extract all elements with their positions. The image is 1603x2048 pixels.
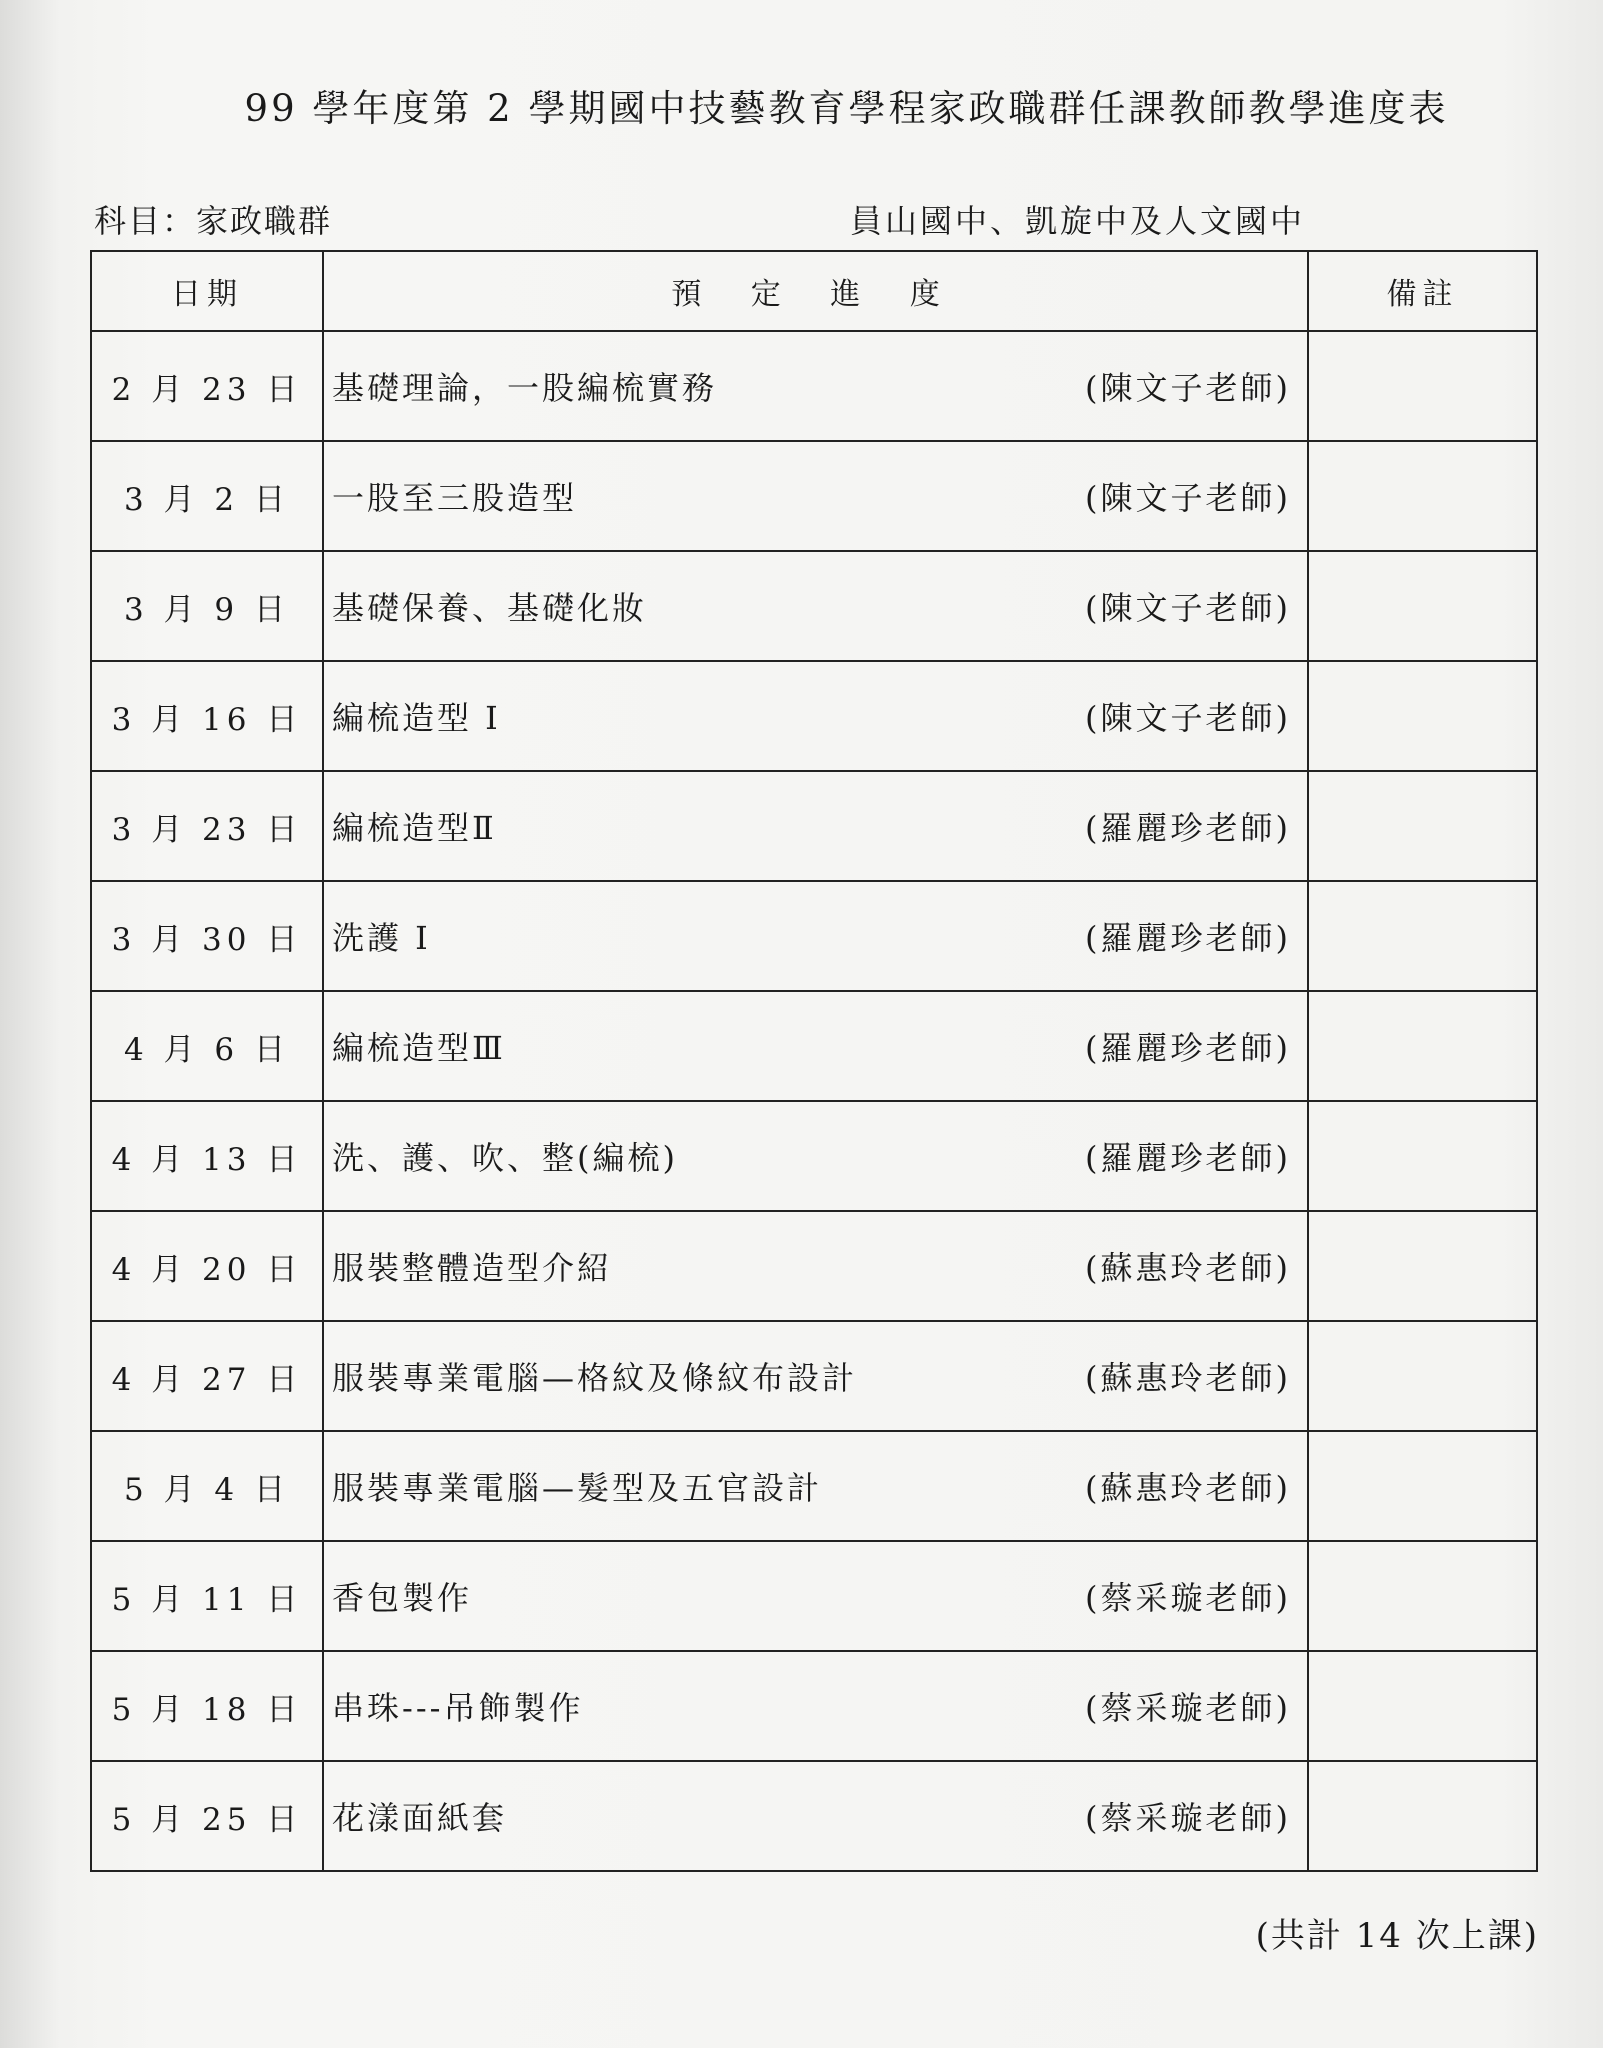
note-cell [1308, 1431, 1537, 1541]
total-sessions: (共計 14 次上課) [1255, 1916, 1539, 1956]
note-cell [1308, 1541, 1537, 1651]
note-cell [1308, 1761, 1537, 1871]
topic-text: 編梳造型Ⅱ [332, 809, 497, 847]
table-row [91, 1101, 1537, 1211]
table-row [91, 1211, 1537, 1321]
note-cell [1308, 661, 1537, 771]
note-cell [1308, 1101, 1537, 1211]
progress-cell [323, 551, 1308, 661]
teacher-name: (蘇惠玲老師) [1085, 1359, 1291, 1397]
progress-cell [323, 1101, 1308, 1211]
note-cell [1308, 991, 1537, 1101]
schools-label: 員山國中、凱旋中及人文國中 [850, 202, 1306, 240]
topic-text: 基礎理論，一股編梳實務 [332, 369, 718, 407]
progress-cell [323, 1211, 1308, 1321]
date-cell: 3 月 23 日 [91, 771, 323, 881]
table-row [91, 1321, 1537, 1431]
header-progress: 預 定 進 度 [323, 251, 1308, 331]
table-row [91, 1431, 1537, 1541]
schedule-body [91, 331, 1537, 1871]
header-date: 日期 [91, 251, 323, 331]
progress-cell [323, 991, 1308, 1101]
table-row [91, 991, 1537, 1101]
date-cell: 3 月 16 日 [91, 661, 323, 771]
teacher-name: (陳文子老師) [1085, 479, 1291, 517]
progress-cell [323, 661, 1308, 771]
progress-cell [323, 881, 1308, 991]
note-cell [1308, 881, 1537, 991]
progress-cell [323, 441, 1308, 551]
subject-label: 科目：家政職群 [94, 202, 333, 240]
teacher-name: (陳文子老師) [1085, 369, 1291, 407]
table-row [91, 441, 1537, 551]
teacher-name: (蘇惠玲老師) [1085, 1249, 1291, 1287]
table-header-row [91, 251, 1537, 331]
table-row [91, 661, 1537, 771]
teacher-name: (羅麗珍老師) [1085, 919, 1291, 957]
date-cell: 3 月 30 日 [91, 881, 323, 991]
table-row [91, 771, 1537, 881]
schedule-table [90, 250, 1538, 1872]
date-cell: 3 月 9 日 [91, 551, 323, 661]
progress-cell [323, 1761, 1308, 1871]
note-cell [1308, 1211, 1537, 1321]
date-cell: 5 月 11 日 [91, 1541, 323, 1651]
teacher-name: (蔡采璇老師) [1085, 1579, 1291, 1617]
header-note: 備註 [1308, 251, 1537, 331]
date-cell: 3 月 2 日 [91, 441, 323, 551]
date-cell: 4 月 20 日 [91, 1211, 323, 1321]
topic-text: 香包製作 [332, 1579, 473, 1617]
progress-cell [323, 331, 1308, 441]
teacher-name: (蔡采璇老師) [1085, 1689, 1291, 1727]
teacher-name: (蘇惠玲老師) [1085, 1469, 1291, 1507]
teacher-name: (羅麗珍老師) [1085, 1029, 1291, 1067]
table-row [91, 331, 1537, 441]
topic-text: 花漾面紙套 [332, 1799, 508, 1837]
teacher-name: (羅麗珍老師) [1085, 1139, 1291, 1177]
topic-text: 服裝專業電腦—格紋及條紋布設計 [332, 1359, 858, 1397]
date-cell: 2 月 23 日 [91, 331, 323, 441]
date-cell: 4 月 6 日 [91, 991, 323, 1101]
table-row [91, 1651, 1537, 1761]
note-cell [1308, 771, 1537, 881]
topic-text: 服裝專業電腦—髮型及五官設計 [332, 1469, 823, 1507]
note-cell [1308, 441, 1537, 551]
teacher-name: (陳文子老師) [1085, 699, 1291, 737]
topic-text: 基礎保養、基礎化妝 [332, 589, 648, 627]
table-row [91, 1761, 1537, 1871]
date-cell: 4 月 27 日 [91, 1321, 323, 1431]
date-cell: 5 月 25 日 [91, 1761, 323, 1871]
progress-cell [323, 771, 1308, 881]
note-cell [1308, 331, 1537, 441]
note-cell [1308, 551, 1537, 661]
date-cell: 5 月 4 日 [91, 1431, 323, 1541]
topic-text: 洗、護、吹、整(編梳) [332, 1139, 678, 1177]
progress-cell [323, 1321, 1308, 1431]
date-cell: 4 月 13 日 [91, 1101, 323, 1211]
topic-text: 洗護 I [332, 919, 431, 957]
note-cell [1308, 1651, 1537, 1761]
teacher-name: (蔡采璇老師) [1085, 1799, 1291, 1837]
table-row [91, 881, 1537, 991]
note-cell [1308, 1321, 1537, 1431]
topic-text: 串珠---吊飾製作 [332, 1689, 584, 1727]
document-title: 99 學年度第 2 學期國中技藝教育學程家政職群任課教師教學進度表 [244, 87, 1449, 130]
teacher-name: (羅麗珍老師) [1085, 809, 1291, 847]
table-row [91, 551, 1537, 661]
topic-text: 編梳造型 I [332, 699, 501, 737]
date-cell: 5 月 18 日 [91, 1651, 323, 1761]
progress-cell [323, 1431, 1308, 1541]
table-row [91, 1541, 1537, 1651]
progress-cell [323, 1541, 1308, 1651]
topic-text: 服裝整體造型介紹 [332, 1249, 613, 1287]
topic-text: 一股至三股造型 [332, 479, 578, 517]
teacher-name: (陳文子老師) [1085, 589, 1291, 627]
topic-text: 編梳造型Ⅲ [332, 1029, 506, 1067]
progress-cell [323, 1651, 1308, 1761]
